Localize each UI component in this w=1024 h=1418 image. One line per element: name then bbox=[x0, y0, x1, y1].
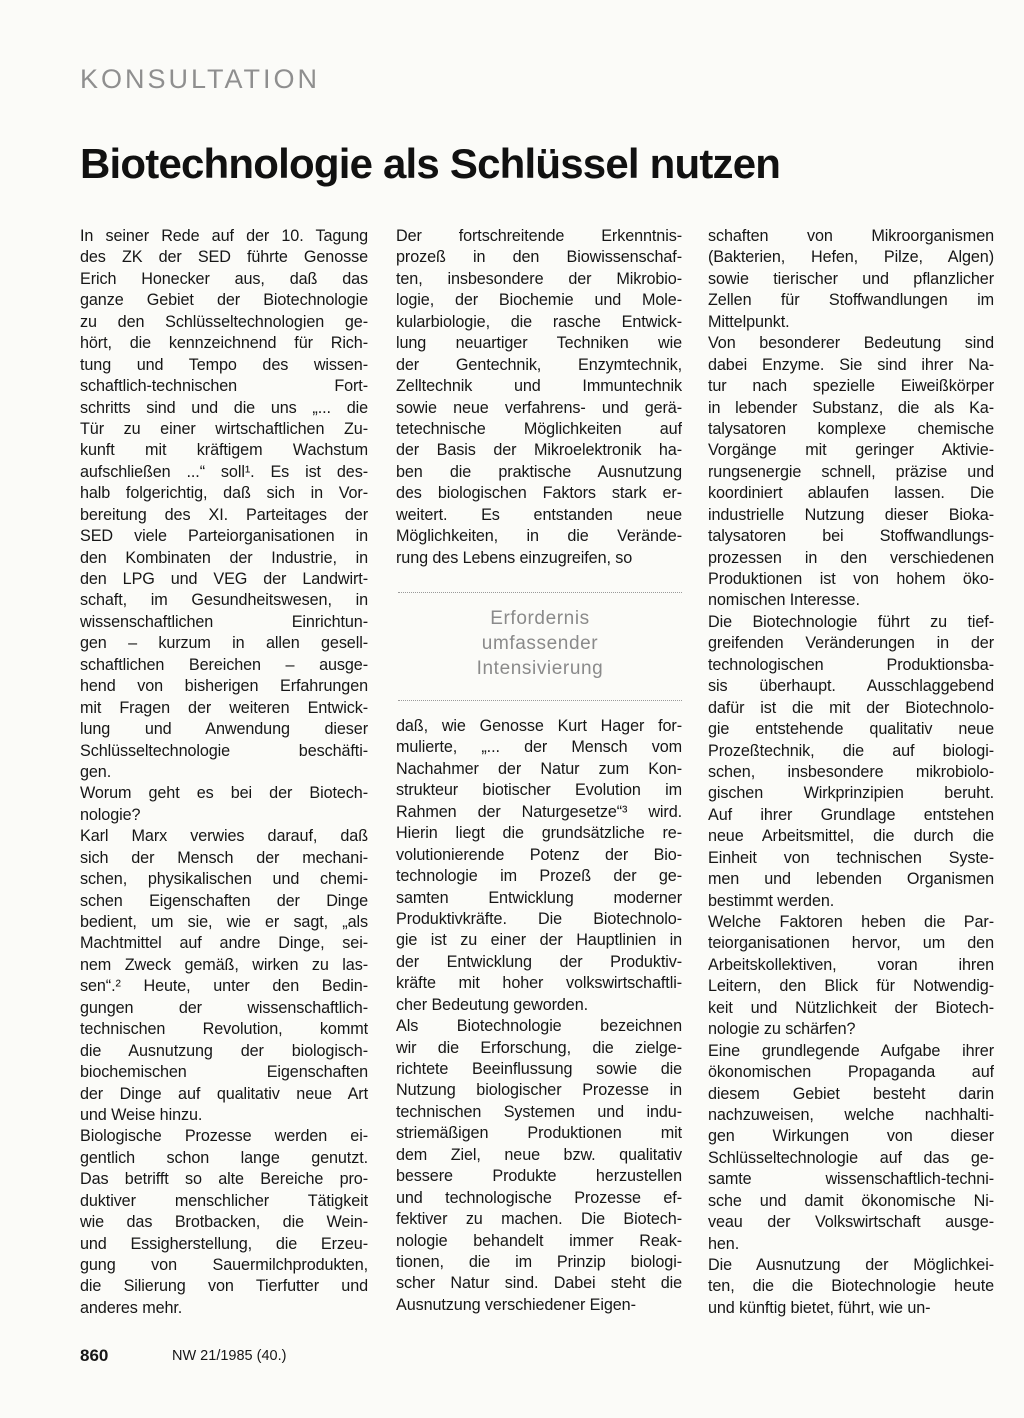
text-line: talysatoren bei Stoffwandlungs- bbox=[708, 527, 994, 546]
text-line: tetechnische Möglichkeiten auf bbox=[396, 419, 682, 438]
text-line: Schlüsseltechnologie beschäfti- bbox=[80, 741, 368, 760]
text-line: technologischen Produktionsba- bbox=[708, 655, 994, 674]
text-line: und technologische Prozesse ef- bbox=[396, 1188, 682, 1207]
text-line: Zellen für Stoffwandlungen im bbox=[708, 291, 994, 310]
text-line: sis überhaupt. Ausschlaggebend bbox=[708, 677, 994, 696]
text-line: volutionierende Potenz der Bio- bbox=[396, 845, 682, 864]
text-line: fektiver zu machen. Die Biotech- bbox=[396, 1210, 682, 1229]
text-line: Mittelpunkt. bbox=[708, 312, 790, 331]
text-line: Auf ihrer Grundlage entstehen bbox=[708, 805, 994, 824]
text-line: dafür ist die mit der Biotechnolo- bbox=[708, 698, 994, 717]
text-line: hend von bisherigen Erfahrungen bbox=[80, 677, 368, 696]
text-line: (Bakterien, Hefen, Pilze, Algen) bbox=[708, 248, 994, 267]
text-line: striemäßigen Produktionen mit bbox=[396, 1124, 682, 1143]
text-line: mulierte, „... der Mensch vom bbox=[396, 738, 682, 757]
text-line: gen Wirkungen von dieser bbox=[708, 1127, 994, 1146]
text-line: strukteur biotischer Evolution im bbox=[396, 781, 682, 800]
text-line: sen“.² Heute, unter den Bedin- bbox=[80, 977, 368, 996]
article-headline: Biotechnologie als Schlüssel nutzen bbox=[80, 140, 781, 187]
text-line: Nachahmer der Natur zum Kon- bbox=[396, 759, 682, 778]
text-line: dabei Enzyme. Sie sind ihrer Na- bbox=[708, 355, 994, 374]
text-line: Leitern, den Blick für Notwendig- bbox=[708, 977, 994, 996]
text-line: logie, der Biochemie und Mole- bbox=[396, 291, 682, 310]
text-line: Biologische Prozesse werden ei- bbox=[80, 1127, 368, 1146]
text-line: hen. bbox=[708, 1234, 740, 1253]
text-line: kunft mit kräftigem Wachstum bbox=[80, 441, 368, 460]
text-line: rung des Lebens einzugreifen, so bbox=[396, 548, 633, 567]
text-line: schen, physikalischen und chemi- bbox=[80, 870, 368, 889]
text-line: nologie behandelt immer Reak- bbox=[396, 1231, 682, 1250]
text-line: rungsenergie schnell, präzise und bbox=[708, 462, 994, 481]
text-line: ten, insbesondere der Mikrobio- bbox=[396, 269, 682, 288]
text-line: wissenschaftlichen Einrichtun- bbox=[80, 612, 368, 631]
text-line: Produktionen ist von hohem öko- bbox=[708, 570, 994, 588]
text-line: koordiniert ablaufen lassen. Die bbox=[708, 484, 994, 503]
text-line: Tür zu einer wirtschaftlichen Zu- bbox=[80, 419, 368, 438]
text-line: Karl Marx verwies darauf, daß bbox=[80, 827, 368, 846]
text-line: nachzuweisen, welche nachhalti- bbox=[708, 1105, 994, 1124]
text-line: technischen Systemen und indu- bbox=[396, 1102, 682, 1121]
text-line: prozeß in den Biowissenschaf- bbox=[396, 248, 682, 267]
text-line: prozessen in den verschiedenen bbox=[708, 548, 994, 567]
divider-bottom bbox=[398, 700, 682, 701]
text-line: nologie? bbox=[80, 805, 141, 824]
text-line: keit und Nützlichkeit der Biotech- bbox=[708, 998, 994, 1017]
text-line: daß, wie Genosse Kurt Hager for- bbox=[396, 717, 682, 735]
text-line: und Essigherstellung, die Erzeu- bbox=[80, 1234, 368, 1253]
text-line: lung neuartiger Techniken wie bbox=[396, 334, 682, 353]
text-column-1 bbox=[80, 226, 368, 1319]
text-line: ben die praktische Ausnutzung bbox=[396, 462, 682, 481]
text-line: schen, insbesondere mikrobiolo- bbox=[708, 762, 994, 781]
text-line: gen. bbox=[80, 762, 112, 781]
text-line: der Basis der Mikroelektronik ha- bbox=[396, 441, 682, 460]
text-line: samten Entwicklung moderner bbox=[396, 888, 682, 907]
subheading-line: umfassender bbox=[481, 633, 599, 654]
text-line: tionen, die im Prinzip biologi- bbox=[396, 1252, 682, 1271]
text-line: gung von Sauermilchprodukten, bbox=[80, 1256, 368, 1274]
text-line: bedient, um sie, wie er sagt, „als bbox=[80, 913, 368, 931]
text-line: wie das Brotbacken, die Wein- bbox=[80, 1213, 368, 1232]
text-line: wir die Erforschung, die zielge- bbox=[396, 1038, 682, 1057]
text-line: teiorganisationen hervor, um den bbox=[708, 934, 994, 953]
text-line: kräfte mit hoher volkswirtschaftli- bbox=[396, 974, 682, 993]
text-line: ten, die die Biotechnologie heute bbox=[708, 1277, 994, 1296]
text-line: sowie neue verfahrens- und gerä- bbox=[396, 398, 682, 417]
text-line: aufschließen ...“ soll¹. Es ist des- bbox=[80, 462, 368, 481]
text-line: technologie im Prozeß der ge- bbox=[396, 867, 682, 886]
text-line: sche und damit ökonomische Ni- bbox=[708, 1191, 994, 1210]
text-line: Zelltechnik und Immuntechnik bbox=[396, 377, 682, 396]
text-line: talysatoren komplexe chemische bbox=[708, 419, 994, 438]
text-line: in lebender Substanz, die als Ka- bbox=[708, 398, 994, 417]
text-line: schritts sind und die uns „... die bbox=[80, 398, 368, 417]
text-line: sich der Mensch der mechani- bbox=[80, 848, 368, 867]
text-line: kularbiologie, die rasche Entwick- bbox=[396, 312, 682, 331]
text-line: scher Natur sind. Dabei steht die bbox=[396, 1274, 682, 1293]
text-line: und künftig bietet, führt, wie un- bbox=[708, 1298, 931, 1317]
text-line: Schlüsseltechnologie auf das ge- bbox=[708, 1148, 994, 1167]
text-line: bessere Produkte herzustellen bbox=[396, 1167, 682, 1186]
text-line: halb folgerichtig, daß sich in Vor- bbox=[80, 484, 368, 503]
text-line: gentlich schon lange genutzt. bbox=[80, 1148, 368, 1167]
text-line: die Silierung von Tierfutter und bbox=[80, 1277, 368, 1296]
text-line: Prozeßtechnik, die auf biologi- bbox=[708, 741, 994, 760]
text-line: Ausnutzung verschiedener Eigen- bbox=[396, 1295, 636, 1314]
text-line: weitert. Es entstanden neue bbox=[396, 505, 682, 524]
subheading-box bbox=[398, 592, 682, 702]
section-label: KONSULTATION bbox=[80, 64, 321, 94]
text-line: der Gentechnik, Enzymtechnik, bbox=[396, 355, 682, 374]
subheading-line: Intensivierung bbox=[476, 658, 604, 679]
text-line: industrielle Nutzung dieser Bioka- bbox=[708, 505, 994, 524]
text-line: Worum geht es bei der Biotech- bbox=[80, 784, 368, 803]
text-line: dem Ziel, neue bzw. qualitativ bbox=[396, 1145, 682, 1164]
text-line: schaft, im Gesundheitswesen, in bbox=[80, 591, 368, 610]
text-line: ganze Gebiet der Biotechnologie bbox=[80, 291, 368, 310]
text-line: zu den Schlüsseltechnologien ge- bbox=[80, 312, 368, 331]
text-line: Rahmen der Naturgesetze“³ wird. bbox=[396, 802, 682, 821]
text-line: Als Biotechnologie bezeichnen bbox=[396, 1017, 682, 1036]
text-line: der Dinge auf qualitativ neue Art bbox=[80, 1084, 368, 1103]
text-line: Einheit von technischen Syste- bbox=[708, 848, 994, 867]
subheading-line: Erfordernis bbox=[490, 608, 590, 629]
text-line: den LPG und VEG der Landwirt- bbox=[80, 570, 368, 588]
text-line: greifenden Veränderungen in der bbox=[708, 634, 994, 653]
text-line: diesem Gebiet besteht darin bbox=[708, 1084, 994, 1103]
issue-reference: NW 21/1985 (40.) bbox=[172, 1348, 287, 1364]
text-line: duktiver menschlicher Tätigkeit bbox=[80, 1191, 368, 1210]
text-line: schaftlichen Bereichen – ausge- bbox=[80, 655, 368, 674]
text-line: SED viele Parteiorganisationen in bbox=[80, 527, 368, 546]
text-line: Welche Faktoren heben die Par- bbox=[708, 913, 994, 931]
text-line: Die Ausnutzung der Möglichkei- bbox=[708, 1256, 994, 1274]
text-line: gen – kurzum in allen gesell- bbox=[80, 634, 368, 653]
text-column-2-top bbox=[396, 226, 682, 569]
text-line: gischen Wirkprinzipien beruht. bbox=[708, 784, 994, 803]
text-line: den Kombinaten der Industrie, in bbox=[80, 548, 368, 567]
text-line: lung und Anwendung dieser bbox=[80, 720, 368, 739]
text-line: Möglichkeiten, in die Verände- bbox=[396, 527, 682, 546]
text-line: richtete Beeinflussung sowie die bbox=[396, 1060, 682, 1078]
text-line: In seiner Rede auf der 10. Tagung bbox=[80, 227, 368, 245]
text-line: und Weise hinzu. bbox=[80, 1105, 203, 1124]
text-line: Hierin liegt die grundsätzliche re- bbox=[396, 824, 682, 843]
text-line: nem Zweck gemäß, wirken zu las- bbox=[80, 955, 368, 974]
text-line: die Ausnutzung der biologisch- bbox=[80, 1041, 368, 1060]
text-line: gungen der wissenschaftlich- bbox=[80, 998, 368, 1017]
text-line: gie entstehende qualitativ neue bbox=[708, 720, 994, 739]
text-line: des biologischen Faktors stark er- bbox=[396, 484, 682, 503]
page-number: 860 bbox=[80, 1346, 109, 1365]
text-line: Vorgänge mit geringer Aktivie- bbox=[708, 441, 994, 460]
text-line: Der fortschreitende Erkenntnis- bbox=[396, 227, 682, 245]
text-line: Produktivkräfte. Die Biotechnolo- bbox=[396, 909, 682, 928]
text-line: samte wissenschaftlich-techni- bbox=[708, 1170, 994, 1189]
text-line: anderes mehr. bbox=[80, 1298, 183, 1317]
text-line: gie ist zu einer der Hauptlinien in bbox=[396, 931, 682, 950]
text-line: biochemischen Eigenschaften bbox=[80, 1063, 368, 1082]
text-column-3 bbox=[708, 226, 994, 1319]
text-line: Die Biotechnologie führt zu tief- bbox=[708, 612, 994, 631]
text-line: men und lebenden Organismen bbox=[708, 870, 994, 889]
text-line: neue Arbeitsmittel, die durch die bbox=[708, 827, 994, 846]
text-line: sowie tierischer und pflanzlicher bbox=[708, 269, 994, 288]
text-line: bereitung des XI. Parteitages der bbox=[80, 505, 368, 524]
text-line: nomischen Interesse. bbox=[708, 591, 860, 610]
subheading bbox=[398, 606, 682, 681]
text-line: Eine grundlegende Aufgabe ihrer bbox=[708, 1041, 994, 1060]
text-line: Erich Honecker aus, daß das bbox=[80, 269, 368, 288]
text-line: Arbeitskollektiven, voran ihren bbox=[708, 955, 994, 974]
divider-top bbox=[398, 592, 682, 593]
text-line: schen Eigenschaften der Dinge bbox=[80, 891, 368, 910]
text-line: cher Bedeutung geworden. bbox=[396, 995, 588, 1014]
text-column-2-bottom bbox=[396, 716, 682, 1316]
text-line: tur nach spezielle Eiweißkörper bbox=[708, 377, 994, 396]
text-line: technischen Revolution, kommt bbox=[80, 1020, 368, 1039]
text-line: der Entwicklung der Produktiv- bbox=[396, 952, 682, 971]
text-line: bestimmt werden. bbox=[708, 891, 835, 910]
text-line: Nutzung biologischer Prozesse in bbox=[396, 1081, 682, 1100]
text-line: Das betrifft so alte Bereiche pro- bbox=[80, 1170, 368, 1189]
text-line: mit Fragen der weiteren Entwick- bbox=[80, 698, 368, 717]
text-line: schaften von Mikroorganismen bbox=[708, 227, 994, 245]
text-line: tung und Tempo des wissen- bbox=[80, 355, 368, 374]
text-line: des ZK der SED führte Genosse bbox=[80, 248, 368, 267]
text-line: ökonomischen Propaganda auf bbox=[708, 1063, 994, 1082]
text-line: veau der Volkswirtschaft ausge- bbox=[708, 1213, 994, 1232]
text-line: Von besonderer Bedeutung sind bbox=[708, 334, 994, 353]
text-line: hört, die kennzeichnend für Rich- bbox=[80, 334, 368, 353]
text-line: nologie zu schärfen? bbox=[708, 1020, 856, 1039]
text-line: Machtmittel auf andre Dinge, sei- bbox=[80, 934, 368, 953]
text-line: schaftlich-technischen Fort- bbox=[80, 377, 368, 396]
